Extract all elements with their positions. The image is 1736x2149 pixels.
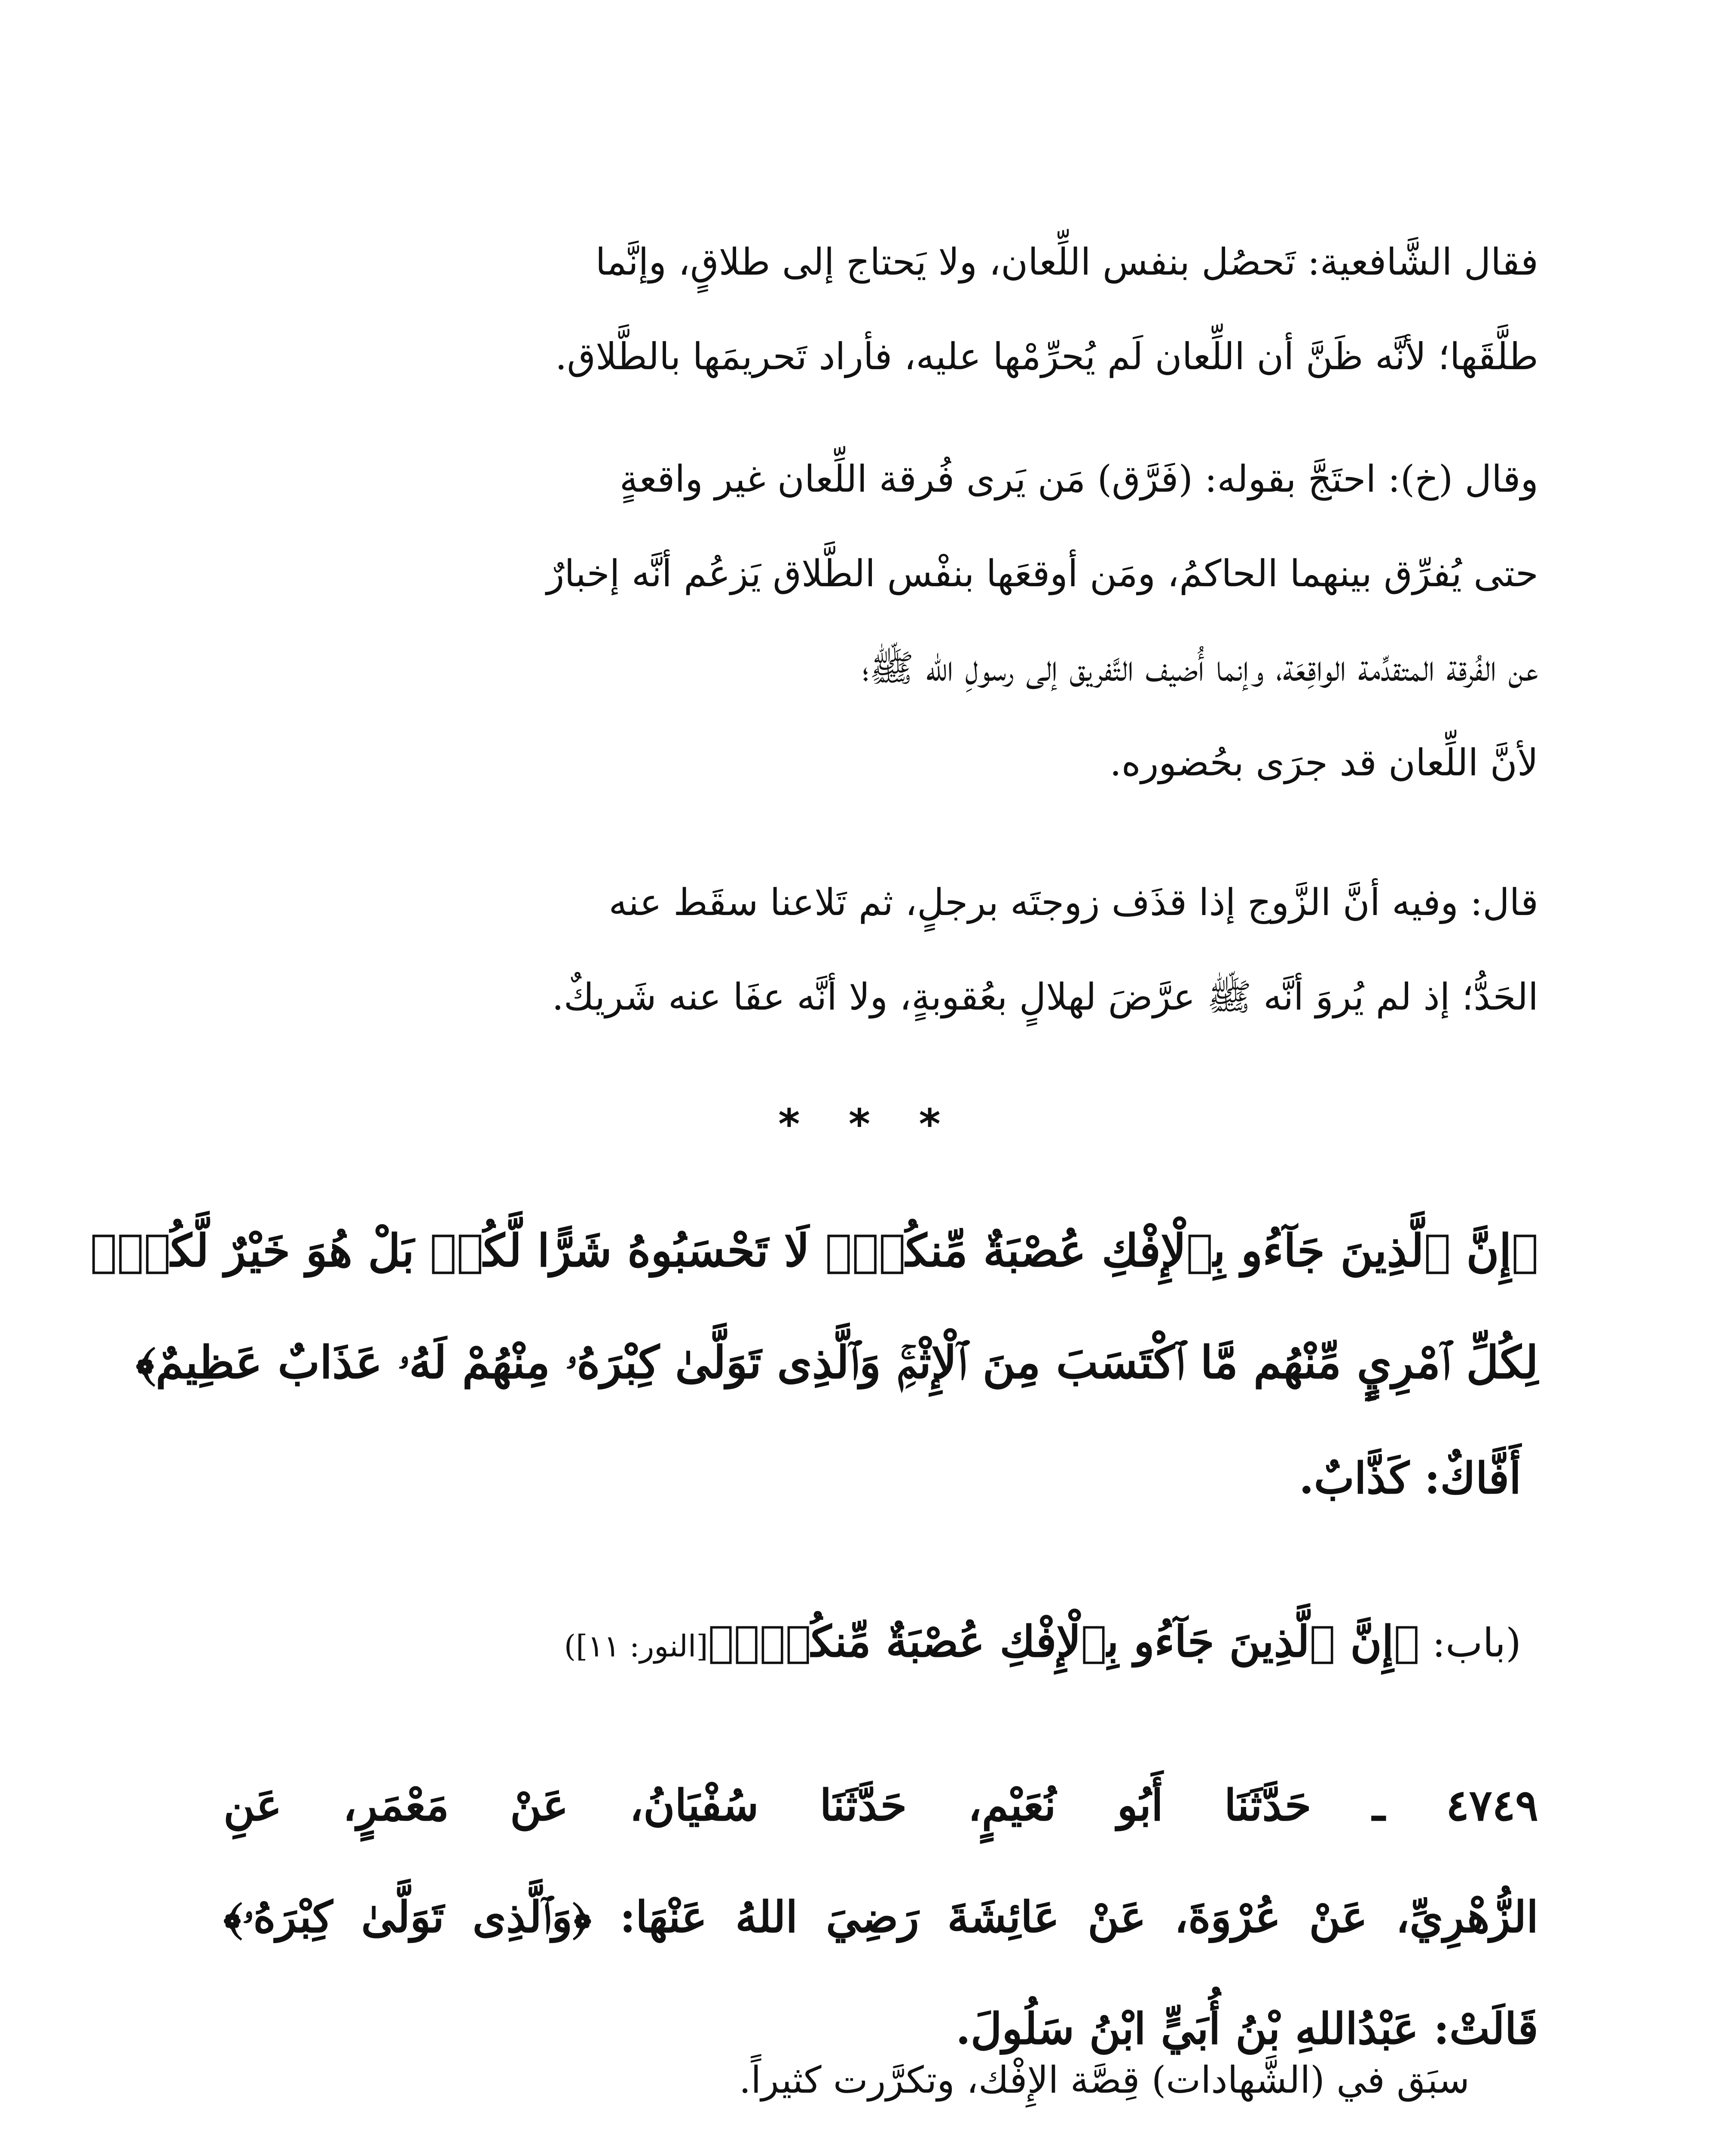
commentary-paragraph-3	[223, 855, 1538, 1044]
text-line: فقال الشَّافعية: تَحصُل بنفس اللِّعان، ولا يَحتاج إلى طلاقٍ، وإنَّما	[595, 241, 1538, 284]
text-line: عن الفُرقة المتقدِّمة الواقِعَة، وإنما أُضيف التَّفريق إلى رسولِ الله ﷺ؛	[862, 647, 1538, 690]
commentary-paragraph-2	[223, 432, 1538, 810]
chapter-heading-verse: ﴿إِنَّ ٱلَّذِينَ جَآءُو بِٱلْإِفْكِ عُصْبَةٌ مِّنكُمْۚ﴾	[708, 1616, 1420, 1667]
text-line: حتى يُفرِّق بينهما الحاكمُ، ومَن أوقعَها بنفْس الطَّلاق يَزعُم أنَّه إخبارٌ	[546, 552, 1538, 595]
text-line: طلَّقَها؛ لأنَّه ظَنَّ أن اللِّعان لَم يُحرِّمْها عليه، فأراد تَحريمَها بالطَّلاق.	[555, 335, 1538, 378]
chapter-heading-open: (باب:	[1419, 1620, 1521, 1666]
text-line: وقال (خ): احتَجَّ بقوله: (فَرَّق) مَن يَرى فُرقة اللِّعان غير واقعةٍ	[619, 458, 1538, 501]
section-separator: * * *	[778, 1100, 958, 1148]
hadith-line: ٤٧٤٩ ـ حَدَّثَنَا أَبُو نُعَيْمٍ، حَدَّثَنَا سُفْيَانُ، عَنْ مَعْمَرٍ، عَنِ	[223, 1780, 1538, 1831]
commentary-note: سبَق في (الشَّهادات) قِصَّة الإِفْك، وتكرَّرت كثيراً.	[739, 2059, 1470, 2102]
hadith-text	[223, 1749, 1538, 2085]
text-line: لأنَّ اللِّعان قد جرَى بحُضوره.	[1109, 741, 1538, 784]
commentary-paragraph-1	[223, 215, 1538, 404]
verse-line: لِكُلِّ ٱمْرِيٍٕ مِّنْهُم مَّا ٱكْتَسَبَ مِنَ ٱلْإِثْمِۚ وَٱلَّذِى تَوَلَّىٰ كِبْرَهُۥ مِنْهُمْ لَهُۥ عَذَابٌ عَظِيمٌ﴾	[136, 1336, 1538, 1389]
text-line: الحَدُّ؛ إذ لم يُروَ أنَّه ﷺ عرَّضَ لهلالٍ بعُقوبةٍ، ولا أنَّه عفَا عنه شَريكٌ.	[552, 976, 1538, 1019]
hadith-line: قَالَتْ: عَبْدُاللهِ بْنُ أُبَيٍّ ابْنُ سَلُولَ.	[956, 2003, 1538, 2054]
verse-line: ﴿إِنَّ ٱلَّذِينَ جَآءُو بِٱلْإِفْكِ عُصْبَةٌ مِّنكُمْۚ لَا تَحْسَبُوهُ شَرًّا لَّكُمۖ بَلْ هُوَ خَيْرٌ لَّكُمْۚ	[90, 1224, 1538, 1277]
quran-verse	[90, 1195, 1538, 1418]
text-line: قال: وفيه أنَّ الزَّوج إذا قذَف زوجتَه برجلٍ، ثم تَلاعنا سقَط عنه	[608, 881, 1538, 924]
hadith-line: الزُّهْرِيِّ، عَنْ عُرْوَةَ، عَنْ عَائِشَةَ رَضِيَ اللهُ عَنْهَا: ﴿وَٱلَّذِى تَوَلَّىٰ كِبْرَهُۥ﴾	[223, 1892, 1538, 1942]
chapter-heading	[564, 1616, 1521, 1667]
word-gloss: أَفَّاكٌ: كَذَّابٌ.	[1299, 1453, 1521, 1503]
surah-reference: [النور: ١١])	[564, 1629, 708, 1664]
